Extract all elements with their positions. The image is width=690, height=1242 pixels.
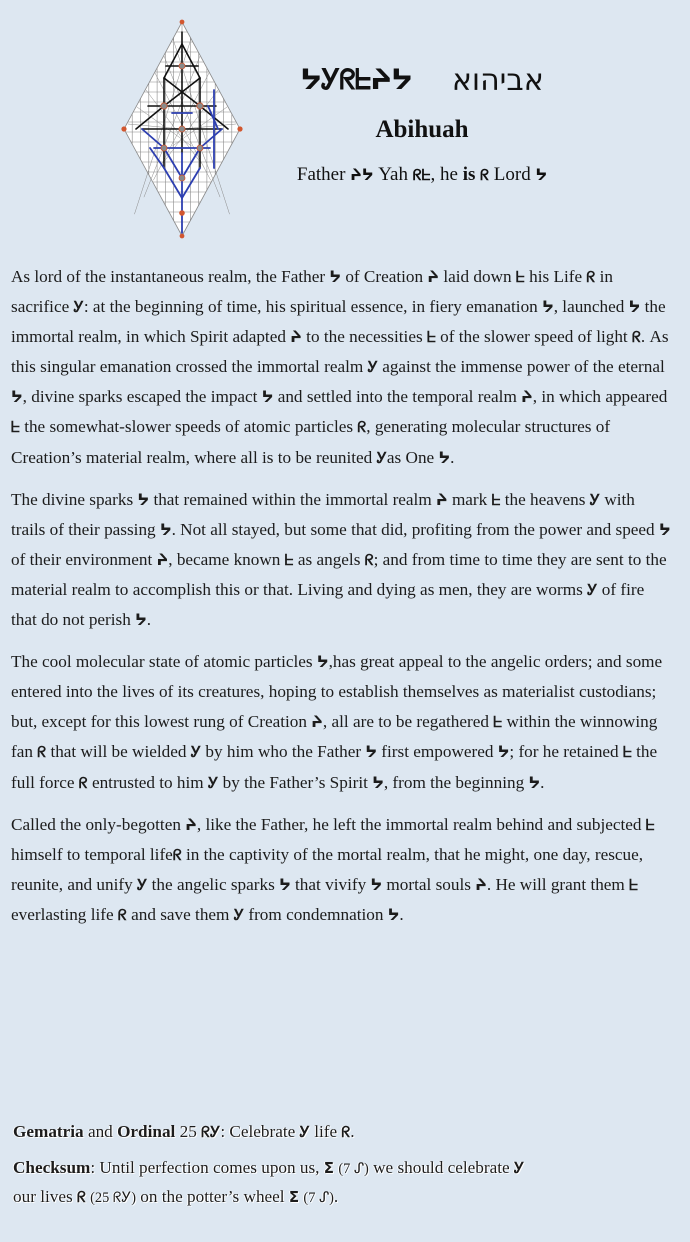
paragraph-text: ; and from time to time they are sent to the material realm to accomplish this or that. Living and dying as men, they are worms bbox=[11, 549, 667, 599]
paragraph-text: of Creation bbox=[341, 267, 428, 286]
paragraph-text: that vivify bbox=[290, 874, 371, 894]
paragraph-text: the heavens bbox=[500, 489, 590, 509]
paragraph-text: mark bbox=[447, 489, 492, 509]
paleo-hebrew-name: ᔭᎩᖇᖶᔨᔭ bbox=[300, 63, 412, 96]
meaning-glyph: ᔨᔭ bbox=[350, 166, 374, 184]
paleo-glyph: ᔭ bbox=[372, 773, 384, 792]
paragraph bbox=[11, 647, 671, 797]
paleo-glyph: ᖇ bbox=[37, 743, 47, 762]
paragraph-text: of their environment bbox=[11, 549, 157, 569]
paragraph-text: ; for he retained bbox=[509, 742, 623, 762]
paleo-glyph: ᔭ bbox=[11, 388, 23, 407]
paragraph-text: , generating molecular structures of Creation’s material realm, where all is to be reunited bbox=[11, 417, 611, 467]
paleo-glyph: ᖶ bbox=[622, 743, 632, 762]
paleo-glyph: ᔨ bbox=[185, 815, 197, 834]
paragraph-text: ,has great appeal to the angelic orders; and some entered into the lives of its creatures, hoping to establish themselves as materialist custodians; but, except for this lowest rung of Creation bbox=[11, 652, 663, 732]
footer-notes bbox=[13, 1118, 673, 1220]
paragraph-text: against the immense power of the eternal bbox=[377, 357, 665, 377]
page-title: Abihuah bbox=[375, 116, 469, 143]
paragraph-text: mortal souls bbox=[382, 874, 476, 894]
gematria-value-glyph: ᖇᎩ bbox=[201, 1123, 221, 1141]
checksum-label: Checksum bbox=[13, 1158, 91, 1177]
paragraph-text: , became known bbox=[168, 549, 285, 569]
paleo-glyph: ᖇ bbox=[78, 773, 88, 792]
paragraph-text: . bbox=[450, 447, 455, 467]
diagram-node bbox=[179, 126, 185, 132]
paleo-glyph: ᔨ bbox=[290, 328, 302, 347]
gematria-end: . bbox=[350, 1122, 355, 1141]
gematria-and: and bbox=[83, 1122, 118, 1141]
paleo-glyph: ᔭ bbox=[497, 743, 510, 762]
paleo-glyph: ᖇ bbox=[586, 268, 596, 286]
paragraph-text: as angels bbox=[293, 549, 365, 569]
paleo-glyph: ᔭ bbox=[528, 773, 541, 792]
paragraph-text: everlasting life bbox=[11, 904, 118, 924]
paragraph bbox=[11, 262, 671, 473]
paleo-glyph: ᖇ bbox=[364, 550, 374, 569]
paragraph-text: the immortal realm, in which Spirit adapted bbox=[11, 297, 666, 347]
diagram-node bbox=[179, 175, 185, 181]
paleo-glyph: ᔨ bbox=[311, 713, 323, 732]
paragraph-text: of fire that do not perish bbox=[11, 579, 645, 630]
paleo-glyph: ᔨ bbox=[521, 388, 533, 407]
paragraph-text: . bbox=[146, 610, 152, 630]
paragraph-text: , like the Father, he left the immortal realm behind and subjected bbox=[196, 814, 646, 834]
paragraph-text: : at the beginning of time, his spiritual essence, in fiery emanation bbox=[83, 297, 543, 317]
paleo-glyph: Ꭹ bbox=[367, 358, 378, 377]
diagram-node bbox=[161, 145, 167, 151]
paleo-glyph: ᖶ bbox=[629, 875, 638, 894]
meaning-glyph: ᔭ bbox=[535, 166, 548, 184]
checksum-glyph: ᖇ bbox=[76, 1188, 86, 1206]
paleo-glyph: ᔭ bbox=[438, 448, 451, 467]
paragraph-text: . As this singular emanation crossed the immortal realm bbox=[11, 327, 669, 377]
paleo-glyph: ᖶ bbox=[11, 418, 20, 437]
paleo-glyph: ᔭ bbox=[279, 875, 291, 894]
paleo-glyph: Ꭹ bbox=[376, 448, 387, 467]
gematria-label: Gematria bbox=[13, 1122, 84, 1141]
tree-of-life-diamond-diagram bbox=[118, 18, 246, 240]
paragraph-text: the somewhat-slower speeds of atomic particles bbox=[19, 417, 358, 437]
paragraph-text: first empowered bbox=[376, 742, 498, 762]
name-meaning bbox=[252, 164, 592, 186]
paragraph-text: the angelic sparks bbox=[147, 874, 280, 894]
checksum-text: we should celebrate bbox=[368, 1158, 514, 1177]
diagram-node bbox=[197, 145, 203, 151]
paleo-glyph: ᖶ bbox=[645, 815, 655, 834]
meaning-glyph: ᖇᖶ bbox=[412, 166, 431, 184]
paleo-glyph: ᖶ bbox=[284, 550, 294, 569]
paragraph-text: laid down bbox=[439, 267, 516, 286]
gematria-text: life bbox=[309, 1122, 342, 1141]
paleo-glyph: ᔨ bbox=[475, 875, 487, 894]
paragraph-text: in sacrifice bbox=[11, 267, 613, 317]
paleo-glyph: ᔭ bbox=[387, 905, 400, 924]
paleo-glyph: ᔭ bbox=[542, 298, 554, 317]
paragraph-text: by the Father’s Spirit bbox=[218, 772, 373, 792]
paleo-glyph: ᔭ bbox=[316, 653, 329, 672]
paleo-glyph: ᔨ bbox=[436, 490, 448, 509]
paleo-glyph: ᖇ bbox=[357, 418, 367, 437]
paleo-glyph: ᖇ bbox=[632, 328, 641, 347]
paleo-glyph: ᔭ bbox=[135, 611, 147, 630]
paragraph-text: , divine sparks escaped the impact bbox=[22, 387, 262, 407]
paragraph-text: his Life bbox=[524, 267, 587, 286]
paragraph-text: . Not all stayed, but some that did, profiting from the power and speed bbox=[171, 519, 659, 539]
gematria-glyph: ᖇ bbox=[341, 1123, 351, 1141]
meaning-word: Yah bbox=[378, 164, 408, 185]
paragraph-text: from condemnation bbox=[244, 904, 388, 924]
paleo-glyph: ᔭ bbox=[329, 268, 342, 286]
checksum-text: on the potter’s wheel bbox=[135, 1187, 289, 1206]
paragraph-text: . bbox=[399, 904, 404, 924]
paragraph-text: and save them bbox=[126, 904, 234, 924]
checksum-note: (7 ᔑ) bbox=[338, 1161, 369, 1177]
checksum-text: our lives bbox=[13, 1187, 77, 1206]
paleo-glyph: Ꭹ bbox=[589, 490, 601, 509]
paleo-glyph: Ꭹ bbox=[587, 580, 598, 599]
paragraph bbox=[11, 485, 671, 635]
meaning-word: , he bbox=[430, 164, 458, 185]
checksum-sigma: Σ bbox=[323, 1159, 335, 1177]
checksum-note: (25 ᖇᎩ) bbox=[90, 1190, 136, 1206]
paragraph-text: that remained within the immortal realm bbox=[149, 489, 436, 509]
paragraph-text: with trails of their passing bbox=[11, 489, 635, 539]
gematria-value: 25 bbox=[175, 1122, 202, 1141]
paleo-glyph: ᔭ bbox=[261, 388, 274, 407]
diagram-node bbox=[180, 20, 184, 24]
name-row bbox=[252, 58, 592, 102]
article-body bbox=[11, 262, 671, 942]
paleo-glyph: ᖇ bbox=[172, 845, 182, 864]
paragraph-text: The divine sparks bbox=[11, 489, 138, 509]
paleo-glyph: Ꭹ bbox=[207, 773, 219, 792]
paleo-glyph: ᖇ bbox=[117, 905, 127, 924]
meaning-glyph: ᖇ bbox=[480, 166, 490, 184]
paleo-glyph: Ꭹ bbox=[137, 875, 148, 894]
paragraph-text: himself to temporal life bbox=[11, 844, 173, 864]
checksum-sigma: Σ bbox=[288, 1188, 300, 1206]
diagram-node bbox=[179, 63, 185, 69]
title-block bbox=[252, 58, 592, 186]
paleo-glyph: ᔭ bbox=[137, 490, 150, 509]
paragraph-text: , launched bbox=[553, 297, 629, 317]
checksum-glyph: Ꭹ bbox=[513, 1159, 525, 1177]
paragraph-text: . He will grant them bbox=[486, 874, 630, 894]
meaning-word: Father bbox=[296, 164, 346, 185]
paleo-glyph: ᖶ bbox=[491, 490, 501, 509]
paleo-glyph: ᔨ bbox=[156, 550, 169, 569]
paleo-glyph: Ꭹ bbox=[73, 298, 84, 317]
paragraph-text: within the winnowing fan bbox=[11, 712, 658, 762]
diagram-node bbox=[161, 103, 167, 109]
paleo-glyph: ᔨ bbox=[427, 268, 440, 286]
paleo-glyph: Ꭹ bbox=[190, 743, 202, 762]
paragraph-text: in the captivity of the mortal realm, that he might, one day, rescue, reunite, and unify bbox=[11, 844, 644, 894]
paragraph-text: . bbox=[540, 772, 545, 792]
checksum-line bbox=[13, 1154, 673, 1212]
checksum-text: : Until perfection comes upon us, bbox=[90, 1158, 324, 1177]
paragraph-text: to the necessities bbox=[301, 327, 427, 347]
paragraph-text: Called the only-begotten bbox=[11, 814, 186, 834]
paleo-glyph: ᔭ bbox=[159, 520, 172, 539]
checksum-note: (7 ᔑ) bbox=[303, 1190, 334, 1206]
paragraph bbox=[11, 810, 671, 930]
paleo-glyph: Ꭹ bbox=[233, 905, 245, 924]
paragraph-text: that will be wielded bbox=[46, 742, 191, 762]
paleo-glyph: ᖶ bbox=[426, 328, 436, 347]
paragraph-text: , in which appeared bbox=[532, 387, 668, 407]
gematria-glyph: Ꭹ bbox=[299, 1123, 310, 1141]
gematria-line bbox=[13, 1118, 673, 1146]
diagram-node bbox=[197, 103, 203, 109]
paragraph-text: the full force bbox=[11, 742, 658, 792]
paragraph-text: by him who the Father bbox=[201, 742, 366, 762]
paleo-glyph: ᖶ bbox=[515, 268, 525, 286]
diagram-node bbox=[122, 127, 126, 131]
paleo-glyph: ᔭ bbox=[370, 875, 383, 894]
diagram-node bbox=[180, 234, 184, 238]
paleo-glyph: ᔭ bbox=[365, 743, 377, 762]
gematria-text: : Celebrate bbox=[220, 1122, 300, 1141]
paragraph-text: and settled into the temporal realm bbox=[273, 387, 522, 407]
paragraph-text: , from the beginning bbox=[383, 772, 529, 792]
diagram-node bbox=[180, 211, 185, 216]
meaning-emphasis: is bbox=[462, 164, 476, 185]
hebrew-name: אביהוא bbox=[451, 62, 544, 98]
checksum-end: . bbox=[333, 1187, 339, 1206]
paragraph-text: as One bbox=[386, 447, 439, 467]
paragraph-text: , all are to be regathered bbox=[322, 712, 494, 732]
paragraph-text: The cool molecular state of atomic particles bbox=[11, 652, 317, 672]
paleo-glyph: ᔭ bbox=[628, 298, 641, 317]
paragraph-text: entrusted to him bbox=[87, 772, 208, 792]
paragraph-text: As lord of the instantaneous realm, the Father bbox=[11, 267, 330, 286]
paragraph-text: of the slower speed of light bbox=[435, 327, 633, 347]
meaning-word: Lord bbox=[493, 164, 531, 185]
paleo-glyph: ᔭ bbox=[658, 520, 671, 539]
paleo-glyph: ᖶ bbox=[493, 713, 503, 732]
diagram-node bbox=[238, 127, 242, 131]
ordinal-label: Ordinal bbox=[117, 1122, 176, 1141]
